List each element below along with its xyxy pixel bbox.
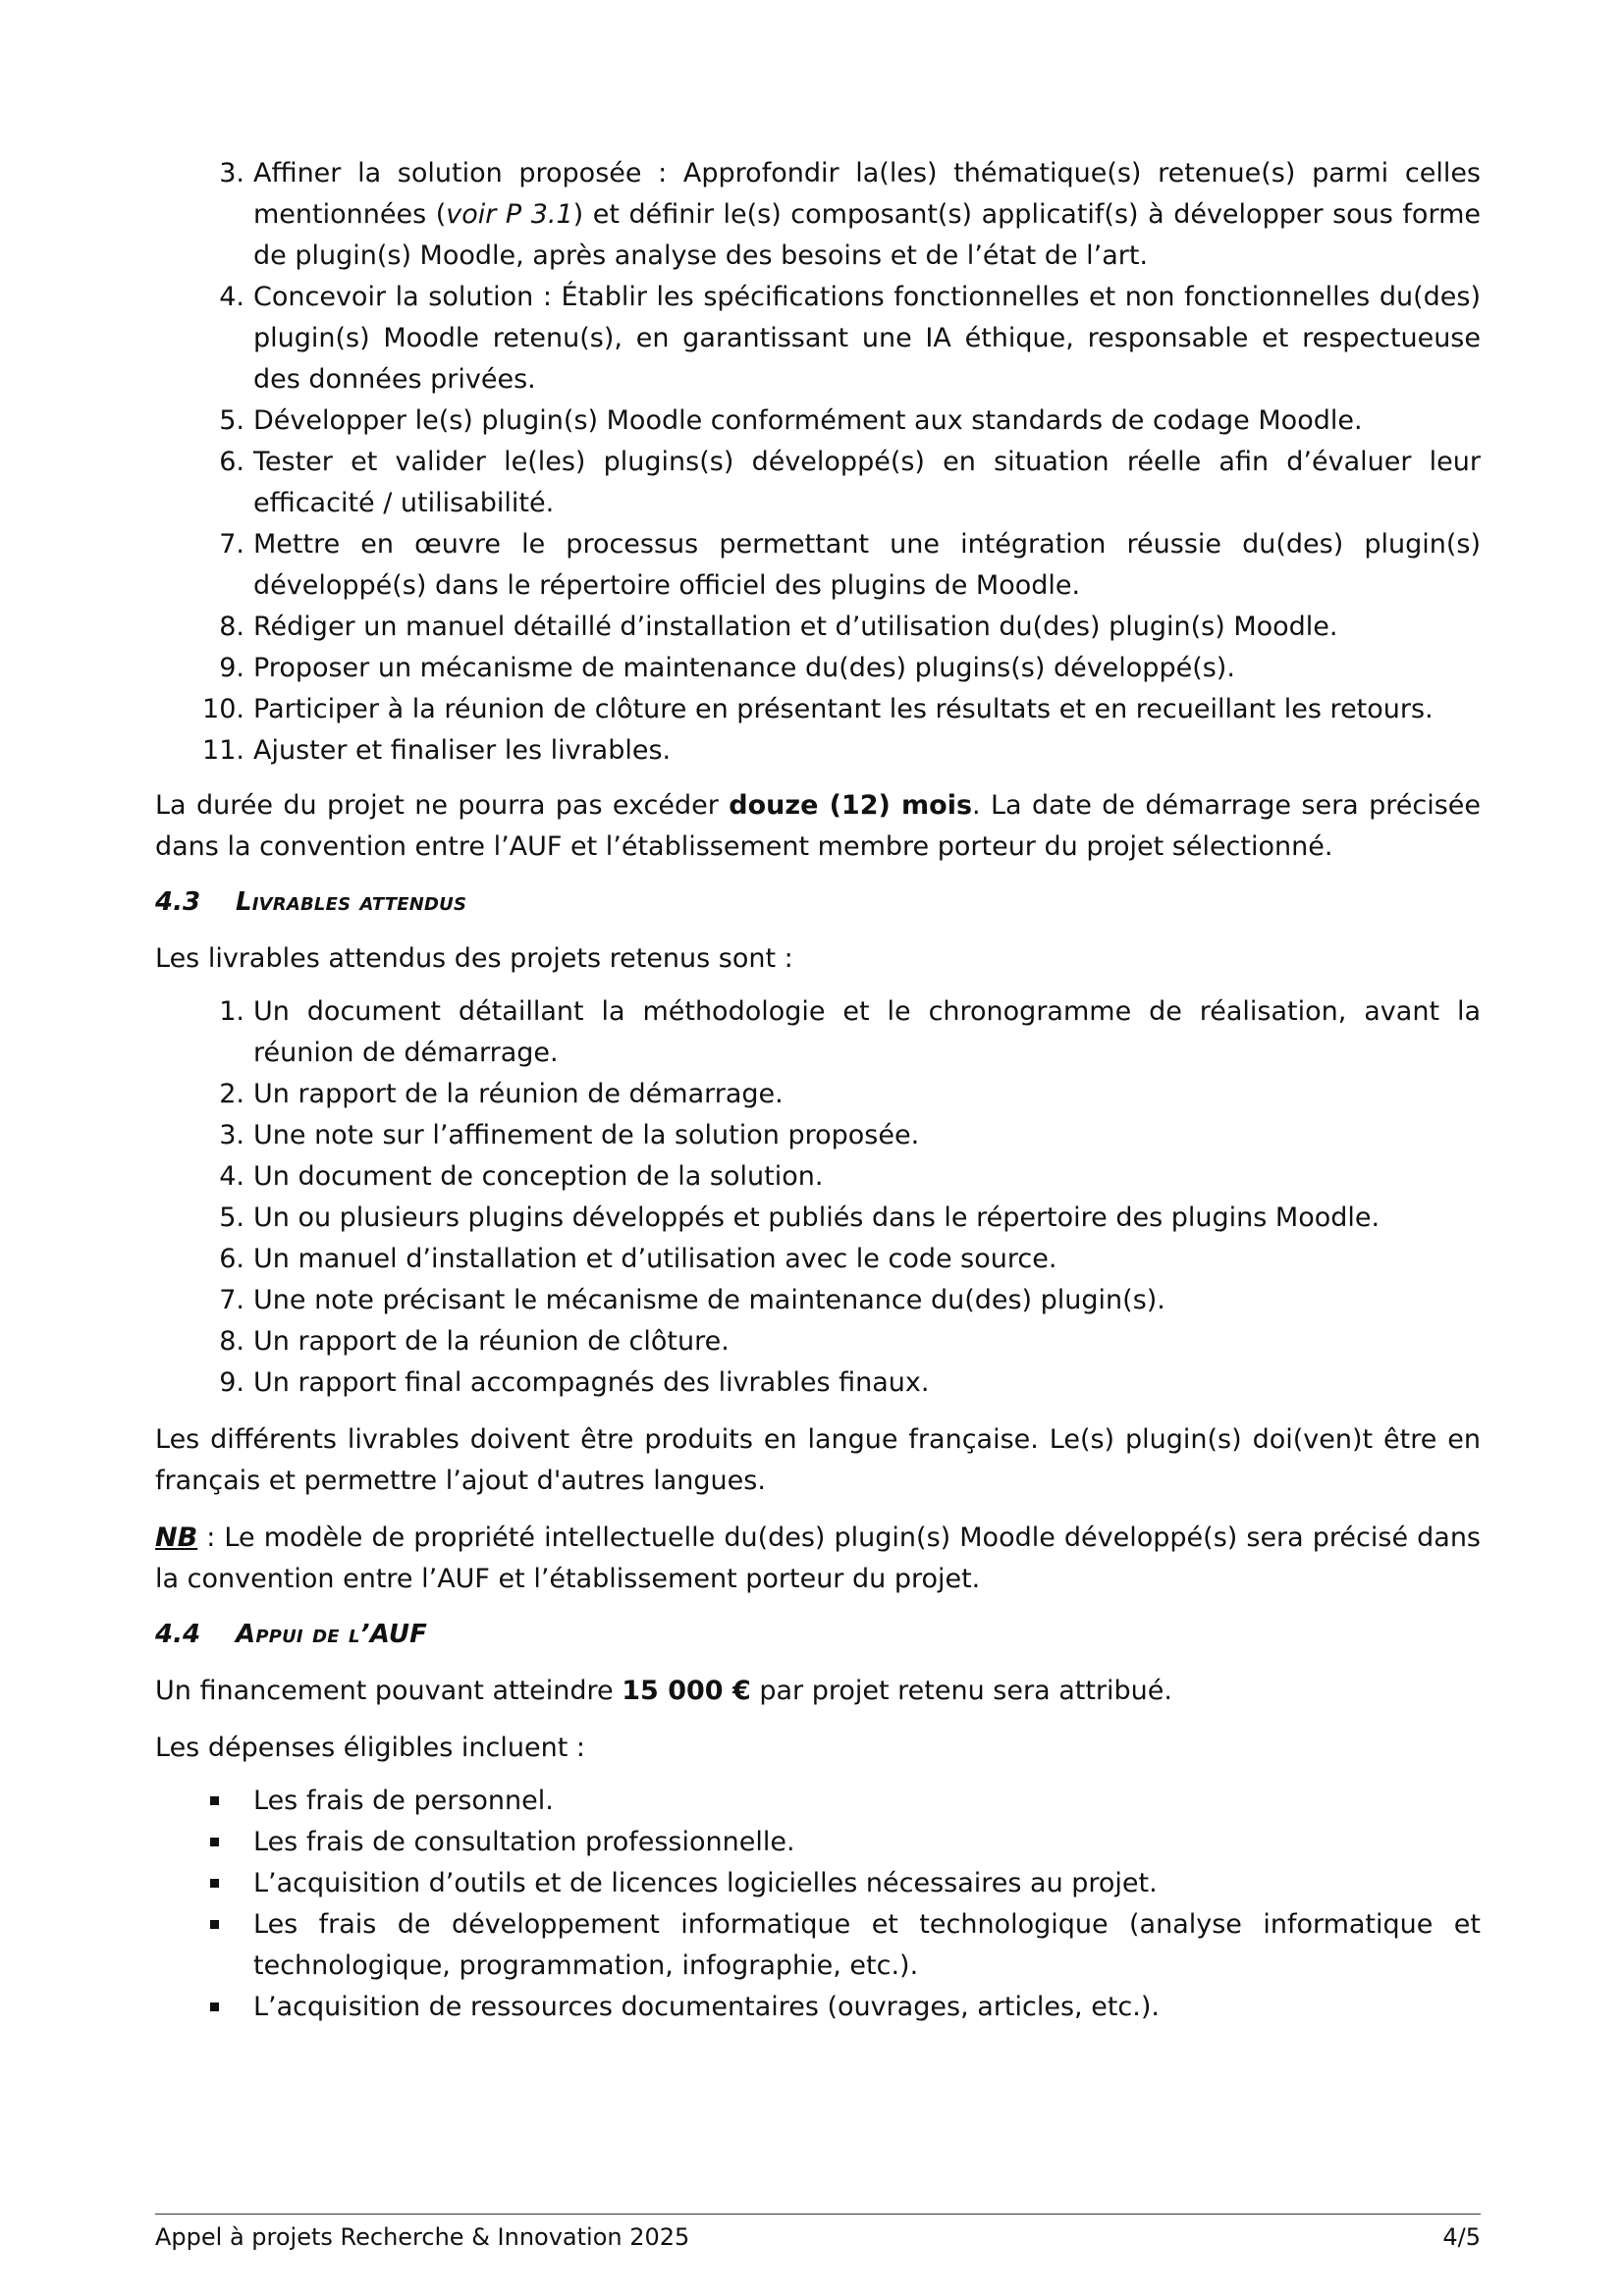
bullet-icon — [155, 1781, 253, 1822]
section-title: Appui de l’AUF — [236, 1620, 428, 1649]
list-text: Une note précisant le mécanisme de maintenance du(des) plugin(s). — [253, 1285, 1165, 1315]
list-text: L’acquisition de ressources documentaires (ouvrages, articles, etc.). — [253, 1992, 1160, 2022]
section-number: 4.3 — [155, 887, 201, 917]
list-text: Un ou plusieurs plugins développés et publiés dans le répertoire des plugins Moodle. — [253, 1202, 1380, 1233]
list-item — [155, 1362, 1481, 1404]
list-text: Un rapport de la réunion de clôture. — [253, 1326, 730, 1357]
list-number: 7. — [219, 1285, 244, 1315]
deliverables-list — [155, 991, 1481, 1404]
list-item — [155, 1074, 1481, 1115]
list-text: Proposer un mécanisme de maintenance du(des) plugins(s) développé(s). — [253, 653, 1235, 683]
list-text: Affiner la solution proposée : Approfondir la(les) thématique(s) retenue(s) parmi celles mentionnées (voir P 3.1) et définir le(s) composant(s) applicatif(s) à développer sous forme de plugin(s) Moodle, après analyse des besoins et de l’état de l’art. — [253, 158, 1481, 271]
list-item — [155, 1987, 1481, 2028]
list-item — [155, 1156, 1481, 1198]
page-number: 4/5 — [1442, 2223, 1481, 2251]
section-heading-4-4 — [155, 1614, 1481, 1655]
list-number: 11. — [202, 735, 244, 766]
list-number: 4. — [219, 1161, 244, 1192]
bullet-icon — [155, 1822, 253, 1863]
list-item — [155, 442, 1481, 524]
list-number: 5. — [219, 1202, 244, 1233]
list-number: 1. — [219, 996, 244, 1027]
list-number: 8. — [219, 612, 244, 642]
list-text: Un manuel d’installation et d’utilisation avec le code source. — [253, 1244, 1057, 1274]
list-text: Tester et valider le(les) plugins(s) développé(s) en situation réelle afin d’évaluer leur efficacité / utilisabilité. — [253, 447, 1481, 518]
list-text: Un rapport de la réunion de démarrage. — [253, 1079, 784, 1109]
list-number: 3. — [219, 158, 244, 188]
nb-paragraph: NB : Le modèle de propriété intellectuelle du(des) plugin(s) Moodle développé(s) sera précisé dans la convention entre l’AUF et l’établissement porteur du projet. — [155, 1522, 1481, 1594]
list-number: 3. — [219, 1120, 244, 1150]
list-number: 5. — [219, 405, 244, 436]
section-number: 4.4 — [155, 1620, 201, 1649]
duration-paragraph: La durée du projet ne pourra pas excéder douze (12) mois. La date de démarrage sera précisée dans la convention entre l’AUF et l’établissement membre porteur du projet sélectionné. — [155, 790, 1482, 862]
list-text: Mettre en œuvre le processus permettant une intégration réussie du(des) plugin(s) développé(s) dans le répertoire officiel des plugins de Moodle. — [253, 529, 1481, 601]
bullet-icon — [155, 1904, 253, 1987]
list-item — [155, 1239, 1481, 1280]
list-text: Développer le(s) plugin(s) Moodle conformément aux standards de codage Moodle. — [253, 405, 1363, 436]
list-text: Une note sur l’affinement de la solution proposée. — [253, 1120, 920, 1150]
list-number: 9. — [219, 653, 244, 683]
list-number: 6. — [219, 1244, 244, 1274]
list-item — [155, 1781, 1481, 1822]
bullet-icon — [155, 1987, 253, 2028]
nb-label: NB — [155, 1522, 198, 1553]
list-item — [155, 607, 1481, 648]
section-heading-4-3 — [155, 881, 1481, 923]
document-page — [155, 153, 1481, 2028]
list-item — [155, 1280, 1481, 1321]
list-text: Un document détaillant la méthodologie et le chronogramme de réalisation, avant la réunion de démarrage. — [253, 996, 1481, 1068]
list-item — [155, 277, 1481, 400]
list-number: 6. — [219, 447, 244, 477]
list-text: L’acquisition d’outils et de licences logicielles nécessaires au projet. — [253, 1868, 1158, 1898]
list-item — [155, 1115, 1481, 1156]
list-item — [155, 153, 1481, 277]
list-text: Les frais de consultation professionnelle. — [253, 1827, 795, 1857]
list-item — [155, 1822, 1481, 1863]
list-item — [155, 991, 1481, 1074]
list-text: Participer à la réunion de clôture en présentant les résultats et en recueillant les retours. — [253, 694, 1434, 724]
list-item — [155, 1863, 1481, 1904]
list-number: 9. — [219, 1367, 244, 1398]
list-number: 2. — [219, 1079, 244, 1109]
list-number: 10. — [202, 694, 244, 724]
deliverables-intro: Les livrables attendus des projets retenus sont : — [155, 943, 793, 974]
list-item — [155, 648, 1481, 689]
list-item — [155, 1904, 1481, 1987]
list-text: Un document de conception de la solution. — [253, 1161, 824, 1192]
list-text: Ajuster et finaliser les livrables. — [253, 735, 672, 766]
list-text: Les frais de développement informatique et technologique (analyse informatique et technologique, programmation, infographie, etc.). — [253, 1909, 1481, 1981]
list-item — [155, 524, 1481, 607]
list-item — [155, 689, 1481, 730]
list-item — [155, 1321, 1481, 1362]
list-text: Rédiger un manuel détaillé d’installation et d’utilisation du(des) plugin(s) Moodle. — [253, 612, 1338, 642]
bullet-icon — [155, 1863, 253, 1904]
tasks-list — [155, 153, 1481, 772]
list-number: 8. — [219, 1326, 244, 1357]
languages-paragraph: Les différents livrables doivent être produits en langue française. Le(s) plugin(s) doi(ven)t être en français et permettre l’ajout d'autres langues. — [155, 1424, 1481, 1496]
page-footer — [155, 2214, 1481, 2254]
list-text: Les frais de personnel. — [253, 1786, 554, 1816]
expenses-intro: Les dépenses éligibles incluent : — [155, 1733, 585, 1763]
footer-title: Appel à projets Recherche & Innovation 2025 — [155, 2223, 690, 2251]
section-title: Livrables attendus — [236, 887, 467, 917]
list-text: Un rapport final accompagnés des livrables finaux. — [253, 1367, 930, 1398]
expenses-list — [155, 1781, 1481, 2028]
list-number: 4. — [219, 282, 244, 312]
list-text: Concevoir la solution : Établir les spécifications fonctionnelles et non fonctionnelles du(des) plugin(s) Moodle retenu(s), en garantissant une IA éthique, responsable et respectueuse des données privées. — [253, 282, 1481, 395]
list-item — [155, 730, 1481, 772]
list-item — [155, 400, 1481, 442]
funding-paragraph: Un financement pouvant atteindre 15 000 € par projet retenu sera attribué. — [155, 1676, 1172, 1706]
list-item — [155, 1198, 1481, 1239]
list-number: 7. — [219, 529, 244, 560]
